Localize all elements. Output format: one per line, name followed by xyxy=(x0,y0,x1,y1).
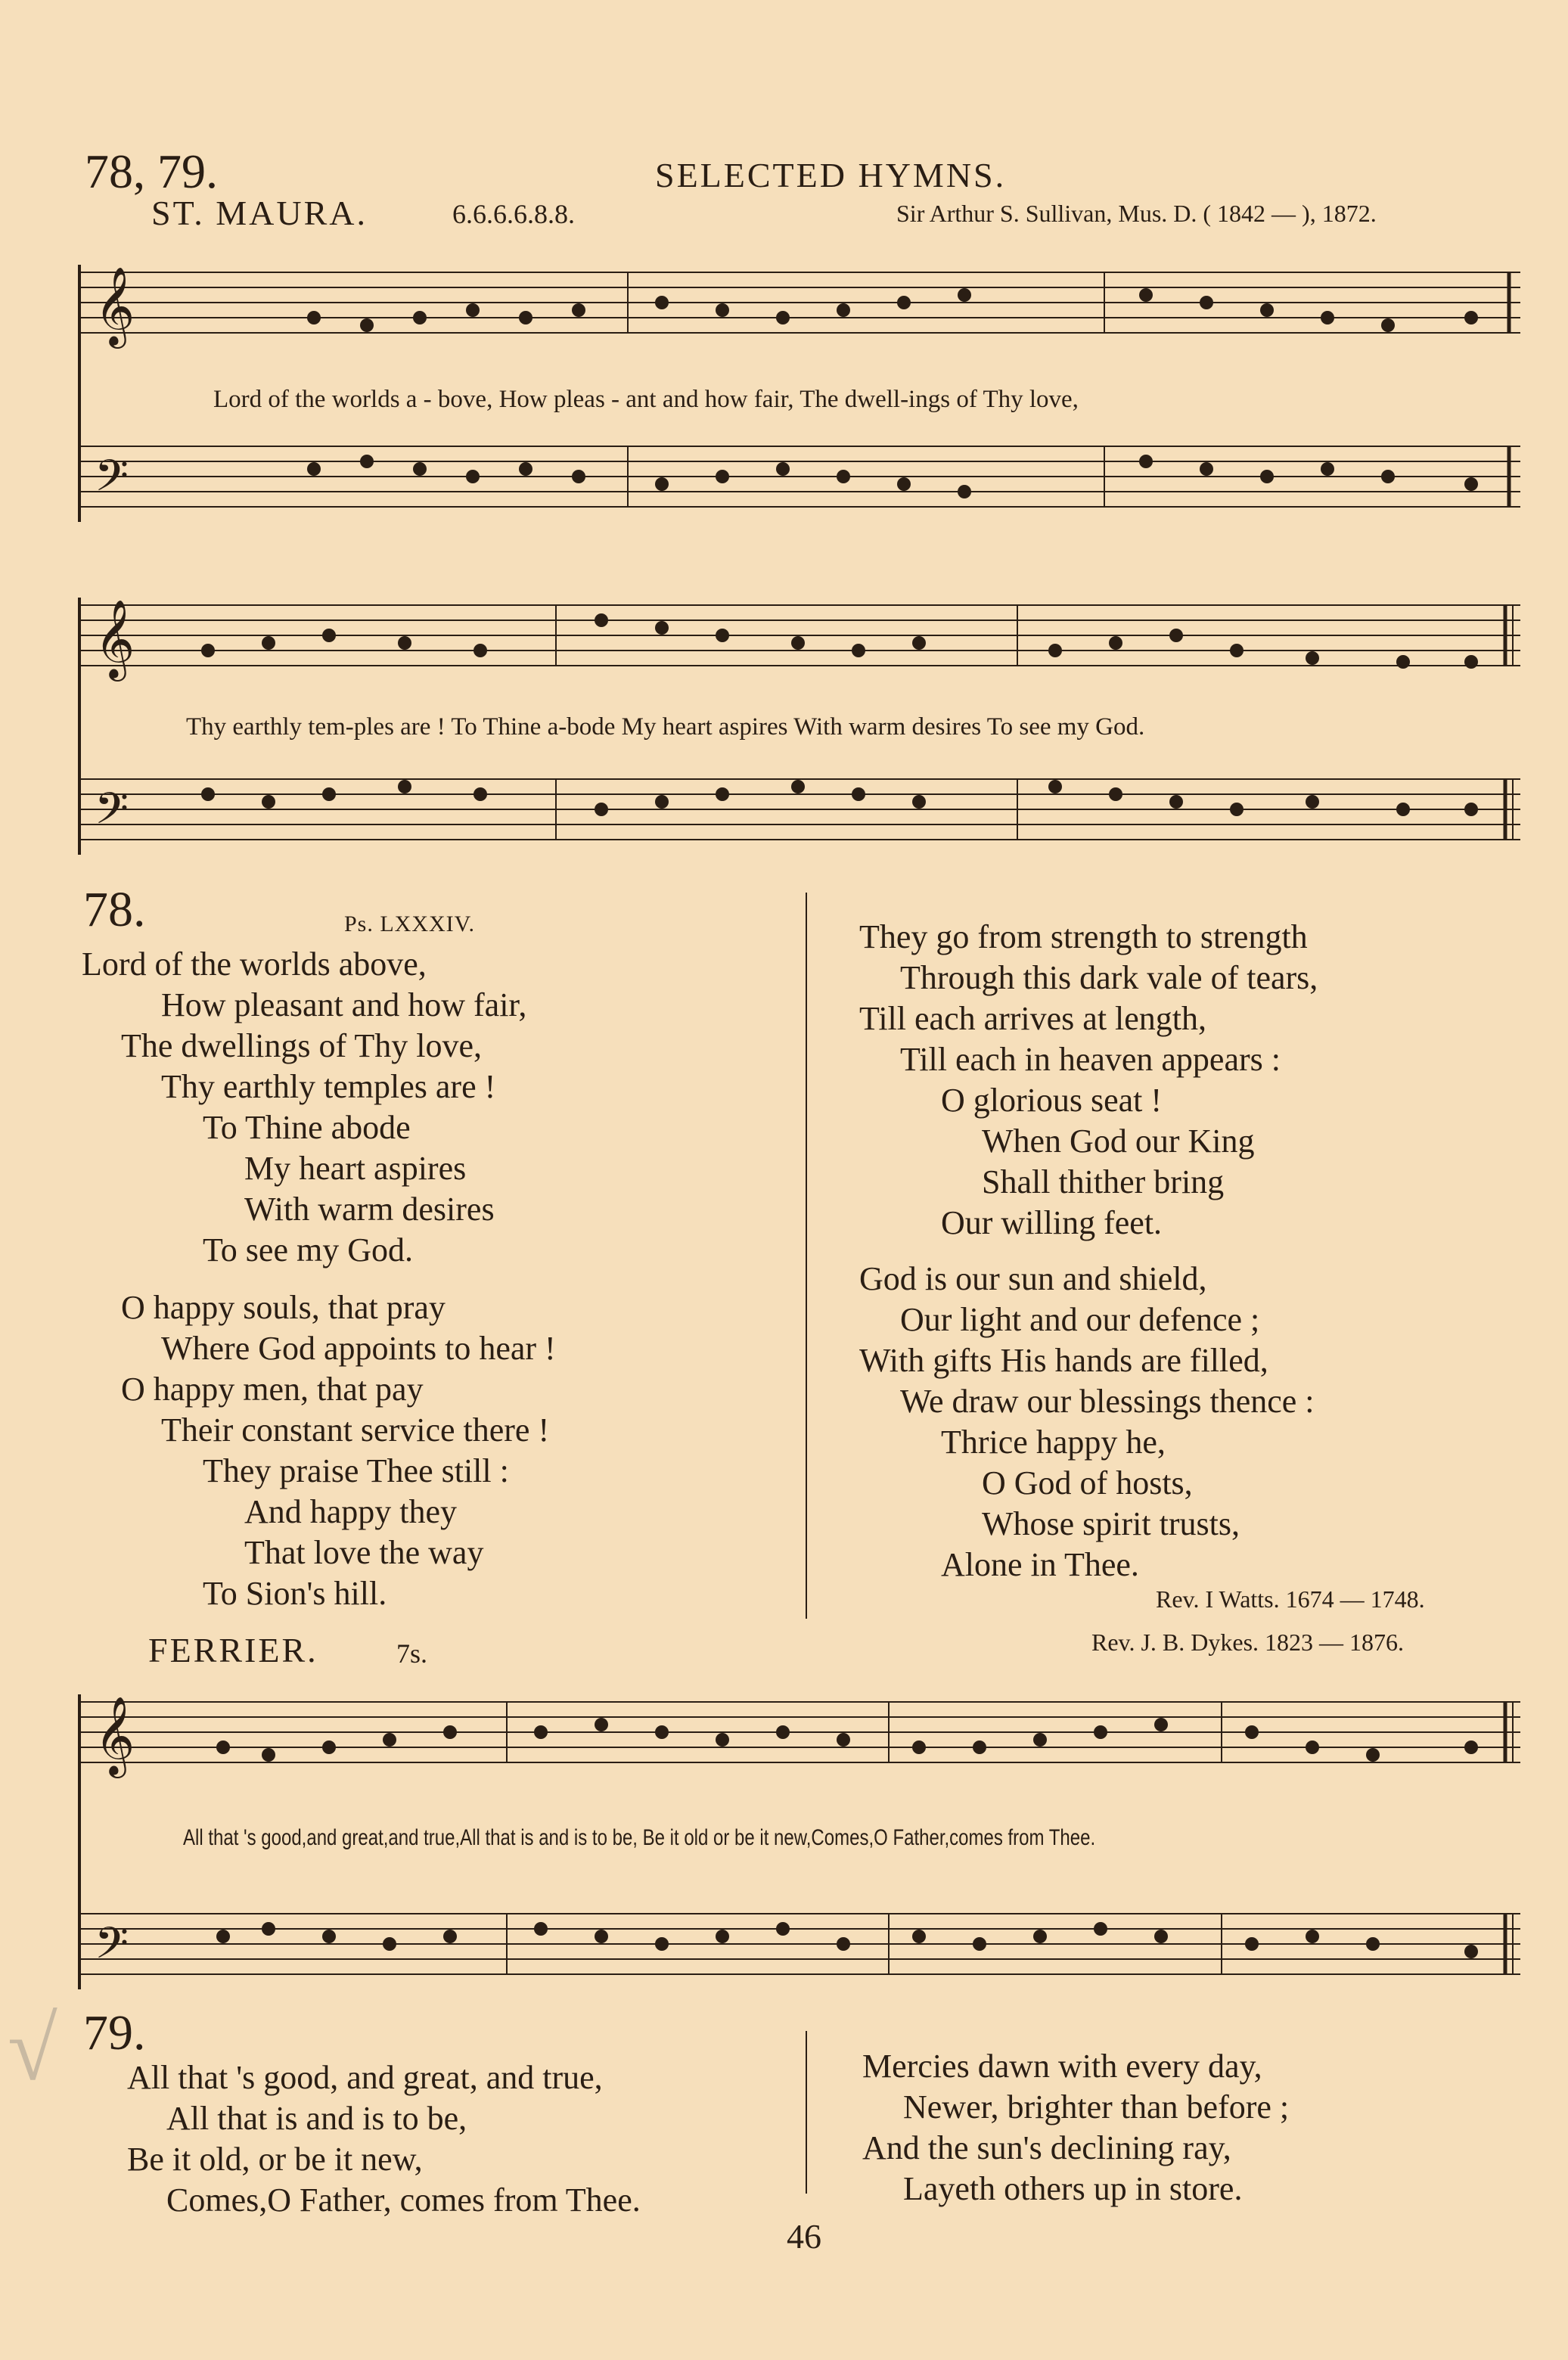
column-divider-79 xyxy=(806,2031,807,2194)
verse-line: Our light and our defence ; xyxy=(900,1301,1260,1338)
verse-line: Layeth others up in store. xyxy=(903,2170,1243,2207)
verse-line: How pleasant and how fair, xyxy=(161,986,527,1023)
svg-text:𝄢: 𝄢 xyxy=(95,450,129,512)
verse-line: Alone in Thee. xyxy=(941,1546,1139,1583)
tune-meter: 6.6.6.6.8.8. xyxy=(452,199,575,229)
section-title: SELECTED HYMNS. xyxy=(655,156,1007,194)
svg-text:𝄢: 𝄢 xyxy=(95,1918,129,1980)
tune-name-st-maura: ST. MAURA. xyxy=(151,194,368,232)
hymn-78-column-1-stanza-2 xyxy=(82,1287,556,1614)
verse-line: They go from strength to strength xyxy=(859,918,1308,955)
verse-line: Comes,O Father, comes from Thee. xyxy=(166,2181,641,2219)
hymn-78-number: 78. xyxy=(83,882,146,937)
column-divider xyxy=(806,893,807,1619)
tune-name-ferrier: FERRIER. xyxy=(148,1631,318,1669)
verse-line: With gifts His hands are filled, xyxy=(859,1342,1268,1379)
tune2-composer: Rev. J. B. Dykes. 1823 — 1876. xyxy=(1091,1629,1405,1656)
hymn-78-column-1-stanza-1 xyxy=(82,944,526,1271)
verse-line: Whose spirit trusts, xyxy=(982,1505,1240,1542)
verse-line: And happy they xyxy=(244,1493,458,1530)
verse-line: To Sion's hill. xyxy=(203,1575,387,1612)
hymn-79-column-1 xyxy=(127,2057,641,2221)
verse-line: O glorious seat ! xyxy=(941,1082,1163,1119)
verse-line: Lord of the worlds above, xyxy=(82,946,427,983)
verse-line: Newer, brighter than before ; xyxy=(903,2088,1290,2126)
hymn-78-author: Rev. I Watts. 1674 — 1748. xyxy=(1156,1585,1425,1613)
hymn-79-column-2 xyxy=(862,2046,1289,2209)
verse-line: Till each arrives at length, xyxy=(859,1000,1207,1037)
verse-line: Be it old, or be it new, xyxy=(127,2141,423,2178)
verse-line: To see my God. xyxy=(203,1231,413,1268)
verse-line: Thrice happy he, xyxy=(941,1424,1166,1461)
composer-credit: Sir Arthur S. Sullivan, Mus. D. ( 1842 — ), 1872. xyxy=(896,200,1377,227)
verse-line: Their constant service there ! xyxy=(161,1411,550,1449)
verse-line: Till each in heaven appears : xyxy=(900,1041,1281,1078)
psalm-reference: Ps. LXXXIV. xyxy=(344,911,475,936)
verse-line: All that is and is to be, xyxy=(166,2100,467,2137)
verse-line: To Thine abode xyxy=(203,1109,411,1146)
verse-line: O God of hosts, xyxy=(982,1464,1193,1501)
tune1-lyrics-line2: Thy earthly tem-ples are ! To Thine a-bode My heart aspires With warm desires To see my God. xyxy=(186,713,1145,741)
verse-line: Where God appoints to hear ! xyxy=(161,1330,556,1367)
tune2-lyrics: All that 's good,and great,and true,All that is and is to be, Be it old or be it new,Comes,O Father,comes from Thee. xyxy=(183,1825,1096,1850)
verse-line: God is our sun and shield, xyxy=(859,1260,1207,1297)
hymn-78-column-2-stanza-2 xyxy=(859,1259,1315,1585)
verse-line: We draw our blessings thence : xyxy=(900,1383,1315,1420)
verse-line: That love the way xyxy=(244,1534,484,1571)
hymn-78-column-2-stanza-1 xyxy=(859,917,1318,1244)
verse-line: The dwellings of Thy love, xyxy=(121,1027,482,1064)
svg-text:𝄞: 𝄞 xyxy=(95,599,135,678)
verse-line: Through this dark vale of tears, xyxy=(900,959,1318,996)
verse-line: With warm desires xyxy=(244,1191,495,1228)
svg-text:𝄞: 𝄞 xyxy=(95,1696,135,1775)
verse-line: Mercies dawn with every day, xyxy=(862,2048,1262,2085)
verse-line: All that 's good, and great, and true, xyxy=(127,2059,603,2096)
verse-line: O happy men, that pay xyxy=(121,1371,424,1408)
hymn-numbers-header: 78, 79. xyxy=(85,144,218,198)
verse-line: My heart aspires xyxy=(244,1150,467,1187)
verse-line: And the sun's declining ray, xyxy=(862,2129,1231,2166)
verse-line: Our willing feet. xyxy=(941,1204,1163,1241)
verse-line: O happy souls, that pray xyxy=(121,1289,446,1326)
svg-text:𝄢: 𝄢 xyxy=(95,783,129,845)
verse-line: When God our King xyxy=(982,1123,1255,1160)
tune1-lyrics-line1: Lord of the worlds a - bove, How pleas - ant and how fair, The dwell-ings of Thy love, xyxy=(213,386,1079,413)
verse-line: Shall thither bring xyxy=(982,1163,1225,1200)
verse-line: They praise Thee still : xyxy=(203,1452,509,1489)
tune2-meter: 7s. xyxy=(396,1638,428,1669)
pencil-checkmark: √ xyxy=(8,1998,57,2099)
verse-line: Thy earthly temples are ! xyxy=(161,1068,496,1105)
hymn-79-number: 79. xyxy=(83,2005,146,2060)
svg-text:𝄞: 𝄞 xyxy=(95,266,135,346)
page-number: 46 xyxy=(787,2217,821,2256)
